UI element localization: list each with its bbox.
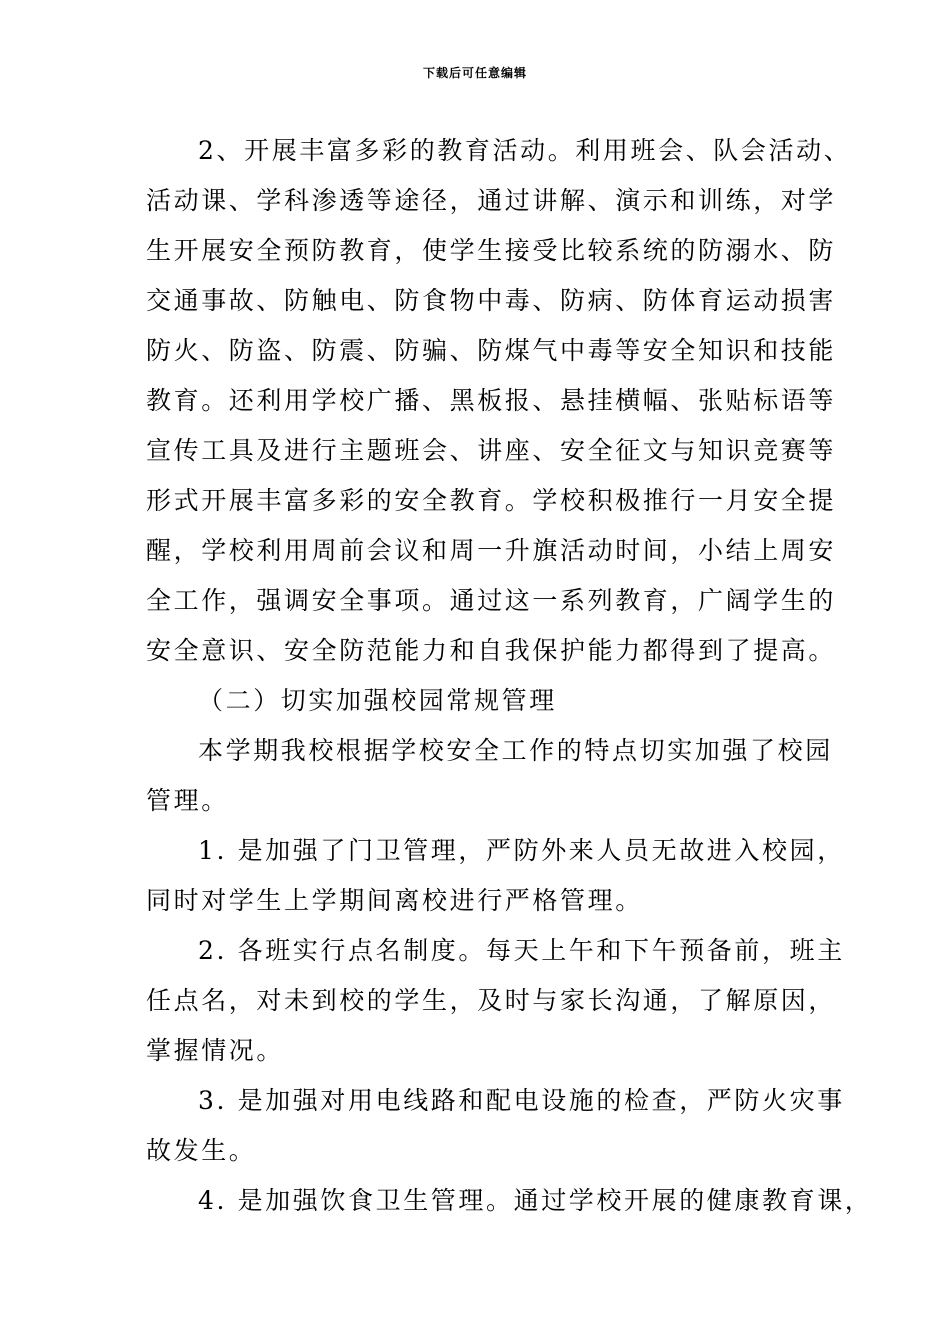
text-line: 掌握情况。 (146, 1036, 285, 1065)
text-line: 全工作，强调安全事项。通过这一系列教育，广阔学生的 (146, 586, 837, 615)
text-line: 4. 是加强饮食卫生管理。通过学校开展的健康教育课， (198, 1186, 873, 1215)
text-line: 形式开展丰富多彩的安全教育。学校积极推行一月安全提 (146, 486, 837, 515)
text-line: 同时对学生上学期间离校进行严格管理。 (146, 886, 643, 915)
page-header: 下载后可任意编辑 (422, 66, 527, 80)
text-line: 故发生。 (146, 1136, 257, 1165)
text-line: 教育。还利用学校广播、黑板报、悬挂横幅、张贴标语等 (146, 386, 837, 415)
text-line: 任点名，对未到校的学生，及时与家长沟通，了解原因， (146, 986, 837, 1015)
text-line: 活动课、学科渗透等途径，通过讲解、演示和训练，对学 (146, 186, 837, 215)
text-line: 2、开展丰富多彩的教育活动。利用班会、队会活动、 (198, 136, 852, 165)
text-line: （二）切实加强校园常规管理 (198, 686, 557, 715)
text-line: 生开展安全预防教育，使学生接受比较系统的防溺水、防 (146, 236, 837, 265)
text-line: 安全意识、安全防范能力和自我保护能力都得到了提高。 (146, 636, 837, 665)
text-line: 本学期我校根据学校安全工作的特点切实加强了校园 (198, 736, 833, 765)
text-line: 防火、防盗、防震、防骗、防煤气中毒等安全知识和技能 (146, 336, 837, 365)
text-line: 3. 是加强对用电线路和配电设施的检查，严防火灾事 (198, 1086, 845, 1115)
text-line: 宣传工具及进行主题班会、讲座、安全征文与知识竞赛等 (146, 436, 837, 465)
text-line: 管理。 (146, 786, 229, 815)
text-line: 醒，学校利用周前会议和周一升旗活动时间，小结上周安 (146, 536, 837, 565)
text-line: 1. 是加强了门卫管理，严防外来人员无故进入校园， (198, 836, 845, 865)
text-line: 2. 各班实行点名制度。每天上午和下午预备前，班主 (198, 936, 845, 965)
text-line: 交通事故、防触电、防食物中毒、防病、防体育运动损害 (146, 286, 837, 315)
document-body (146, 126, 873, 1226)
